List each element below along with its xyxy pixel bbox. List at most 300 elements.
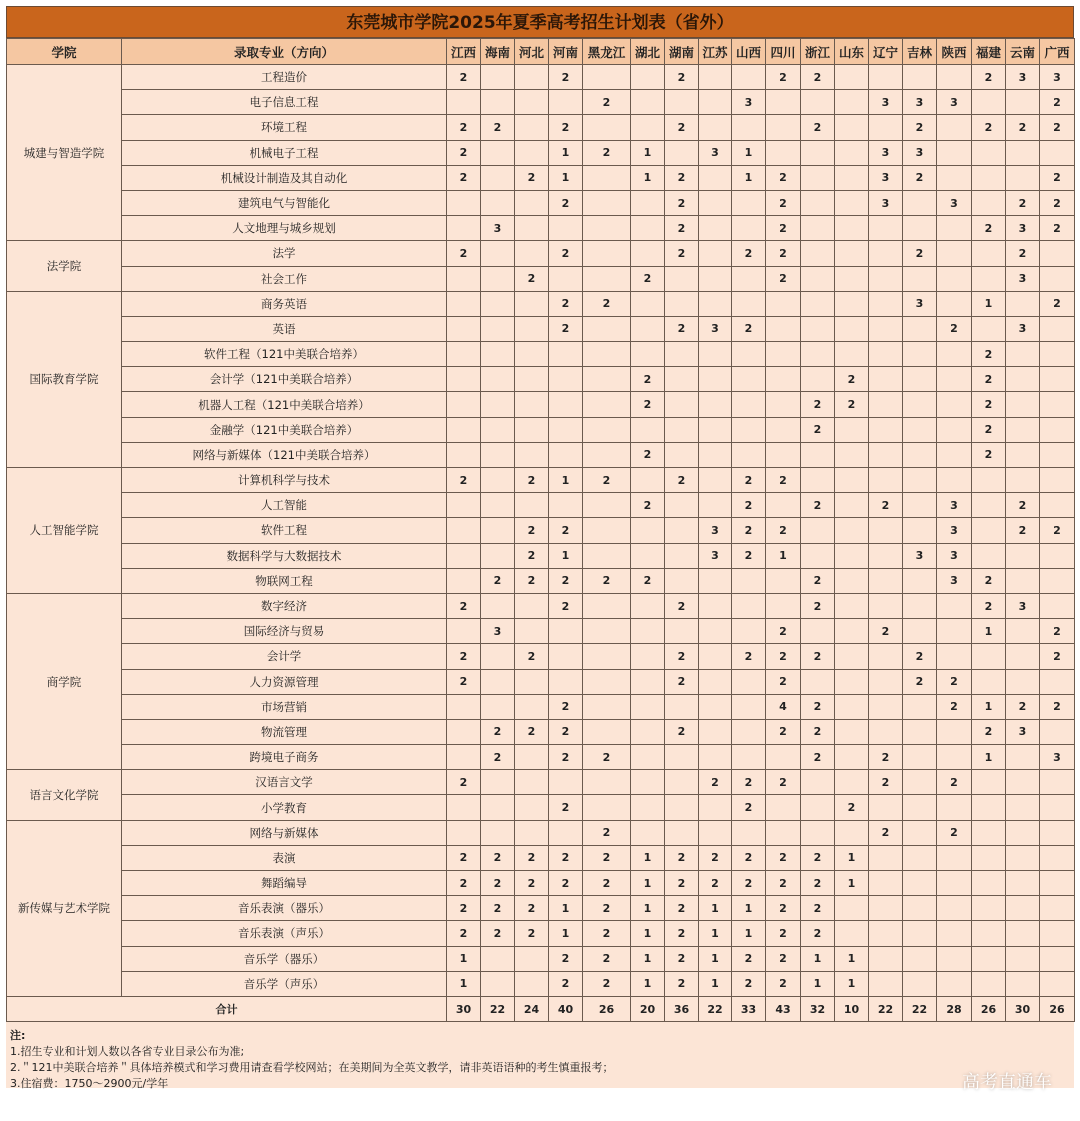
quota-cell <box>583 795 631 820</box>
quota-cell: 2 <box>801 694 835 719</box>
quota-cell <box>972 165 1006 190</box>
quota-cell: 1 <box>835 946 869 971</box>
quota-cell: 2 <box>903 669 937 694</box>
quota-cell <box>1040 342 1075 367</box>
quota-cell: 2 <box>766 619 801 644</box>
quota-cell: 2 <box>1006 694 1040 719</box>
quota-cell: 2 <box>1040 190 1075 215</box>
quota-cell <box>481 493 515 518</box>
major-cell: 国际经济与贸易 <box>122 619 447 644</box>
quota-cell: 2 <box>972 216 1006 241</box>
quota-cell: 2 <box>665 719 699 744</box>
major-cell: 音乐表演（声乐） <box>122 921 447 946</box>
quota-cell: 1 <box>631 165 665 190</box>
quota-cell <box>631 745 665 770</box>
table-row <box>7 820 1075 845</box>
quota-cell <box>835 468 869 493</box>
quota-cell: 2 <box>481 115 515 140</box>
major-cell: 小学教育 <box>122 795 447 820</box>
quota-cell: 1 <box>801 946 835 971</box>
quota-cell <box>937 644 972 669</box>
quota-cell <box>699 216 732 241</box>
quota-cell: 2 <box>481 719 515 744</box>
quota-cell <box>665 694 699 719</box>
quota-cell <box>766 367 801 392</box>
table-row <box>7 719 1075 744</box>
quota-cell <box>869 946 903 971</box>
quota-cell: 2 <box>631 568 665 593</box>
quota-cell <box>1006 140 1040 165</box>
table-row <box>7 115 1075 140</box>
quota-cell <box>1006 392 1040 417</box>
quota-cell: 2 <box>972 65 1006 90</box>
quota-cell: 2 <box>583 946 631 971</box>
quota-cell <box>766 115 801 140</box>
quota-cell <box>447 518 481 543</box>
quota-cell: 1 <box>631 140 665 165</box>
quota-cell: 2 <box>447 241 481 266</box>
quota-cell <box>801 90 835 115</box>
quota-cell: 1 <box>766 543 801 568</box>
quota-cell: 2 <box>937 770 972 795</box>
quota-cell: 2 <box>481 896 515 921</box>
quota-cell <box>515 493 549 518</box>
quota-cell: 2 <box>766 216 801 241</box>
quota-cell <box>903 568 937 593</box>
total-cell: 36 <box>665 996 699 1021</box>
table-row <box>7 921 1075 946</box>
table-row <box>7 342 1075 367</box>
quota-cell <box>447 291 481 316</box>
quota-cell: 2 <box>732 518 766 543</box>
table-row <box>7 442 1075 467</box>
quota-cell <box>732 745 766 770</box>
quota-cell <box>972 669 1006 694</box>
quota-cell <box>1040 896 1075 921</box>
quota-cell: 2 <box>515 921 549 946</box>
quota-cell: 2 <box>583 745 631 770</box>
quota-cell <box>869 417 903 442</box>
quota-cell <box>972 971 1006 996</box>
quota-cell <box>699 165 732 190</box>
quota-cell: 2 <box>972 719 1006 744</box>
quota-cell <box>549 216 583 241</box>
quota-cell <box>903 845 937 870</box>
quota-cell: 3 <box>1006 593 1040 618</box>
quota-cell <box>549 493 583 518</box>
quota-cell <box>583 266 631 291</box>
quota-cell: 2 <box>631 392 665 417</box>
quota-cell: 2 <box>801 896 835 921</box>
quota-cell <box>699 820 732 845</box>
quota-cell <box>937 871 972 896</box>
quota-cell <box>1040 921 1075 946</box>
quota-cell <box>972 543 1006 568</box>
quota-cell <box>1006 165 1040 190</box>
quota-cell <box>801 442 835 467</box>
quota-cell: 2 <box>732 845 766 870</box>
quota-cell <box>937 165 972 190</box>
table-row <box>7 644 1075 669</box>
table-row <box>7 946 1075 971</box>
quota-cell <box>699 291 732 316</box>
quota-cell <box>481 140 515 165</box>
quota-cell: 3 <box>1006 316 1040 341</box>
quota-cell <box>481 65 515 90</box>
quota-cell <box>481 644 515 669</box>
quota-cell: 2 <box>549 518 583 543</box>
quota-cell <box>583 190 631 215</box>
notes-heading: 注: <box>10 1029 26 1043</box>
quota-cell <box>766 795 801 820</box>
quota-cell <box>515 291 549 316</box>
quota-cell: 2 <box>515 871 549 896</box>
quota-cell: 3 <box>903 140 937 165</box>
quota-cell <box>481 90 515 115</box>
quota-cell <box>1006 342 1040 367</box>
quota-cell: 2 <box>766 669 801 694</box>
table-row <box>7 216 1075 241</box>
quota-cell <box>665 493 699 518</box>
quota-cell <box>665 795 699 820</box>
quota-cell: 1 <box>699 921 732 946</box>
quota-cell <box>972 946 1006 971</box>
quota-cell <box>631 291 665 316</box>
major-cell: 软件工程（121中美联合培养） <box>122 342 447 367</box>
quota-cell: 3 <box>937 90 972 115</box>
quota-cell <box>1040 367 1075 392</box>
quota-cell: 3 <box>481 619 515 644</box>
quota-cell <box>583 493 631 518</box>
major-cell: 环境工程 <box>122 115 447 140</box>
quota-cell: 1 <box>972 619 1006 644</box>
quota-cell <box>549 770 583 795</box>
major-cell: 人工智能 <box>122 493 447 518</box>
quota-cell <box>801 316 835 341</box>
major-cell: 数字经济 <box>122 593 447 618</box>
quota-cell <box>732 342 766 367</box>
quota-cell: 2 <box>665 644 699 669</box>
quota-cell: 1 <box>835 871 869 896</box>
quota-cell <box>937 468 972 493</box>
quota-cell <box>665 770 699 795</box>
table-row <box>7 518 1075 543</box>
quota-cell <box>481 342 515 367</box>
total-cell: 40 <box>549 996 583 1021</box>
table-row <box>7 90 1075 115</box>
quota-cell: 2 <box>1040 619 1075 644</box>
total-cell: 32 <box>801 996 835 1021</box>
quota-cell <box>1040 241 1075 266</box>
quota-cell: 2 <box>732 543 766 568</box>
header-major: 录取专业（方向） <box>122 39 447 65</box>
quota-cell <box>937 946 972 971</box>
quota-cell <box>801 820 835 845</box>
quota-cell <box>699 644 732 669</box>
quota-cell <box>1040 971 1075 996</box>
quota-cell: 2 <box>665 946 699 971</box>
quota-cell <box>447 392 481 417</box>
quota-cell <box>903 216 937 241</box>
total-cell: 24 <box>515 996 549 1021</box>
quota-cell: 2 <box>549 719 583 744</box>
quota-cell <box>447 543 481 568</box>
quota-cell <box>515 619 549 644</box>
quota-cell <box>447 619 481 644</box>
quota-cell <box>583 644 631 669</box>
quota-cell <box>583 392 631 417</box>
quota-cell <box>732 719 766 744</box>
quota-cell <box>835 291 869 316</box>
quota-cell <box>481 518 515 543</box>
quota-cell <box>583 241 631 266</box>
quota-cell: 2 <box>972 392 1006 417</box>
quota-cell: 2 <box>665 921 699 946</box>
header-province: 海南 <box>481 39 515 65</box>
quota-cell <box>1006 795 1040 820</box>
quota-cell: 2 <box>665 316 699 341</box>
quota-cell <box>869 568 903 593</box>
quota-cell: 2 <box>1040 115 1075 140</box>
quota-cell <box>631 820 665 845</box>
quota-cell: 2 <box>549 845 583 870</box>
quota-cell <box>869 266 903 291</box>
quota-cell: 2 <box>801 871 835 896</box>
quota-cell <box>583 367 631 392</box>
quota-cell <box>801 190 835 215</box>
quota-cell <box>835 896 869 921</box>
quota-cell <box>1006 468 1040 493</box>
quota-cell <box>549 619 583 644</box>
quota-cell: 2 <box>515 719 549 744</box>
quota-cell <box>631 518 665 543</box>
quota-cell <box>665 442 699 467</box>
quota-cell <box>972 493 1006 518</box>
quota-cell <box>549 367 583 392</box>
quota-cell <box>481 367 515 392</box>
table-row <box>7 417 1075 442</box>
quota-cell: 2 <box>766 266 801 291</box>
quota-cell <box>631 669 665 694</box>
quota-cell <box>869 518 903 543</box>
quota-cell <box>869 593 903 618</box>
quota-cell: 2 <box>766 971 801 996</box>
header-row <box>7 39 1075 65</box>
enrollment-table <box>6 38 1075 1022</box>
quota-cell <box>631 316 665 341</box>
quota-cell: 1 <box>699 896 732 921</box>
total-cell: 33 <box>732 996 766 1021</box>
quota-cell: 2 <box>801 65 835 90</box>
quota-cell <box>583 518 631 543</box>
quota-cell <box>937 392 972 417</box>
quota-cell <box>835 770 869 795</box>
quota-cell <box>583 593 631 618</box>
quota-cell <box>515 820 549 845</box>
quota-cell <box>447 442 481 467</box>
quota-cell: 2 <box>732 468 766 493</box>
quota-cell <box>515 946 549 971</box>
quota-cell <box>1006 921 1040 946</box>
quota-cell: 1 <box>699 946 732 971</box>
major-cell: 电子信息工程 <box>122 90 447 115</box>
quota-cell <box>1040 468 1075 493</box>
quota-cell <box>665 291 699 316</box>
quota-cell <box>515 90 549 115</box>
quota-cell: 2 <box>1040 165 1075 190</box>
quota-cell: 2 <box>515 845 549 870</box>
quota-cell <box>1006 442 1040 467</box>
quota-cell: 2 <box>515 568 549 593</box>
total-label: 合计 <box>7 996 447 1021</box>
quota-cell: 2 <box>631 367 665 392</box>
quota-cell: 2 <box>1006 518 1040 543</box>
quota-cell: 2 <box>447 770 481 795</box>
quota-cell <box>583 442 631 467</box>
major-cell: 舞蹈编导 <box>122 871 447 896</box>
quota-cell <box>665 266 699 291</box>
quota-cell <box>903 770 937 795</box>
quota-cell <box>972 266 1006 291</box>
quota-cell: 1 <box>732 896 766 921</box>
quota-cell <box>583 165 631 190</box>
quota-cell: 2 <box>549 946 583 971</box>
quota-cell: 4 <box>766 694 801 719</box>
quota-cell <box>665 543 699 568</box>
quota-cell <box>869 367 903 392</box>
quota-cell <box>801 216 835 241</box>
quota-cell <box>835 745 869 770</box>
quota-cell <box>732 266 766 291</box>
total-cell: 22 <box>903 996 937 1021</box>
quota-cell <box>937 140 972 165</box>
table-row <box>7 392 1075 417</box>
quota-cell: 2 <box>903 115 937 140</box>
quota-cell <box>1040 719 1075 744</box>
major-cell: 金融学（121中美联合培养） <box>122 417 447 442</box>
quota-cell <box>732 568 766 593</box>
total-cell: 22 <box>869 996 903 1021</box>
quota-cell <box>835 316 869 341</box>
quota-cell <box>972 795 1006 820</box>
quota-cell: 3 <box>1006 266 1040 291</box>
quota-cell <box>481 316 515 341</box>
table-row <box>7 493 1075 518</box>
quota-cell <box>903 342 937 367</box>
quota-cell <box>549 669 583 694</box>
quota-cell <box>481 392 515 417</box>
quota-cell <box>515 669 549 694</box>
quota-cell: 2 <box>447 871 481 896</box>
quota-cell <box>481 291 515 316</box>
notes <box>6 1022 1074 1091</box>
header-province: 黑龙江 <box>583 39 631 65</box>
major-cell: 音乐表演（器乐） <box>122 896 447 921</box>
quota-cell: 2 <box>801 845 835 870</box>
quota-cell: 1 <box>549 165 583 190</box>
quota-cell <box>515 745 549 770</box>
quota-cell <box>937 845 972 870</box>
quota-cell <box>801 241 835 266</box>
quota-cell <box>835 820 869 845</box>
quota-cell: 2 <box>583 921 631 946</box>
quota-cell <box>903 619 937 644</box>
quota-cell <box>1040 493 1075 518</box>
quota-cell <box>869 669 903 694</box>
quota-cell: 2 <box>1040 644 1075 669</box>
quota-cell: 2 <box>447 140 481 165</box>
quota-cell <box>835 921 869 946</box>
quota-cell <box>937 417 972 442</box>
quota-cell <box>903 367 937 392</box>
quota-cell <box>903 392 937 417</box>
quota-cell <box>937 216 972 241</box>
quota-cell: 2 <box>665 971 699 996</box>
quota-cell <box>869 65 903 90</box>
quota-cell <box>937 619 972 644</box>
quota-cell: 2 <box>869 770 903 795</box>
quota-cell <box>835 241 869 266</box>
quota-cell <box>447 820 481 845</box>
quota-cell <box>515 216 549 241</box>
quota-cell <box>972 921 1006 946</box>
quota-cell: 2 <box>515 896 549 921</box>
quota-cell: 2 <box>801 644 835 669</box>
quota-cell <box>972 518 1006 543</box>
quota-cell <box>869 543 903 568</box>
quota-cell <box>869 795 903 820</box>
quota-cell <box>732 619 766 644</box>
quota-cell <box>835 644 869 669</box>
quota-cell <box>835 90 869 115</box>
quota-cell <box>631 719 665 744</box>
quota-cell <box>665 392 699 417</box>
total-cell: 22 <box>699 996 732 1021</box>
college-cell: 法学院 <box>7 241 122 291</box>
quota-cell <box>972 190 1006 215</box>
quota-cell: 2 <box>549 745 583 770</box>
quota-cell <box>481 543 515 568</box>
quota-cell <box>515 65 549 90</box>
quota-cell <box>631 468 665 493</box>
quota-cell <box>583 694 631 719</box>
quota-cell: 2 <box>766 165 801 190</box>
quota-cell <box>732 367 766 392</box>
quota-cell <box>481 190 515 215</box>
table-row <box>7 241 1075 266</box>
quota-cell <box>801 165 835 190</box>
quota-cell: 2 <box>583 871 631 896</box>
major-cell: 会计学（121中美联合培养） <box>122 367 447 392</box>
quota-cell <box>1006 745 1040 770</box>
quota-cell <box>937 593 972 618</box>
quota-cell <box>699 65 732 90</box>
quota-cell <box>631 593 665 618</box>
total-cell: 28 <box>937 996 972 1021</box>
quota-cell <box>766 820 801 845</box>
quota-cell <box>583 316 631 341</box>
quota-cell <box>699 694 732 719</box>
quota-cell <box>732 115 766 140</box>
quota-cell <box>801 770 835 795</box>
quota-cell: 2 <box>631 442 665 467</box>
quota-cell <box>481 241 515 266</box>
quota-cell <box>801 367 835 392</box>
quota-cell <box>869 392 903 417</box>
quota-cell <box>1040 266 1075 291</box>
quota-cell: 2 <box>732 795 766 820</box>
major-cell: 音乐学（器乐） <box>122 946 447 971</box>
